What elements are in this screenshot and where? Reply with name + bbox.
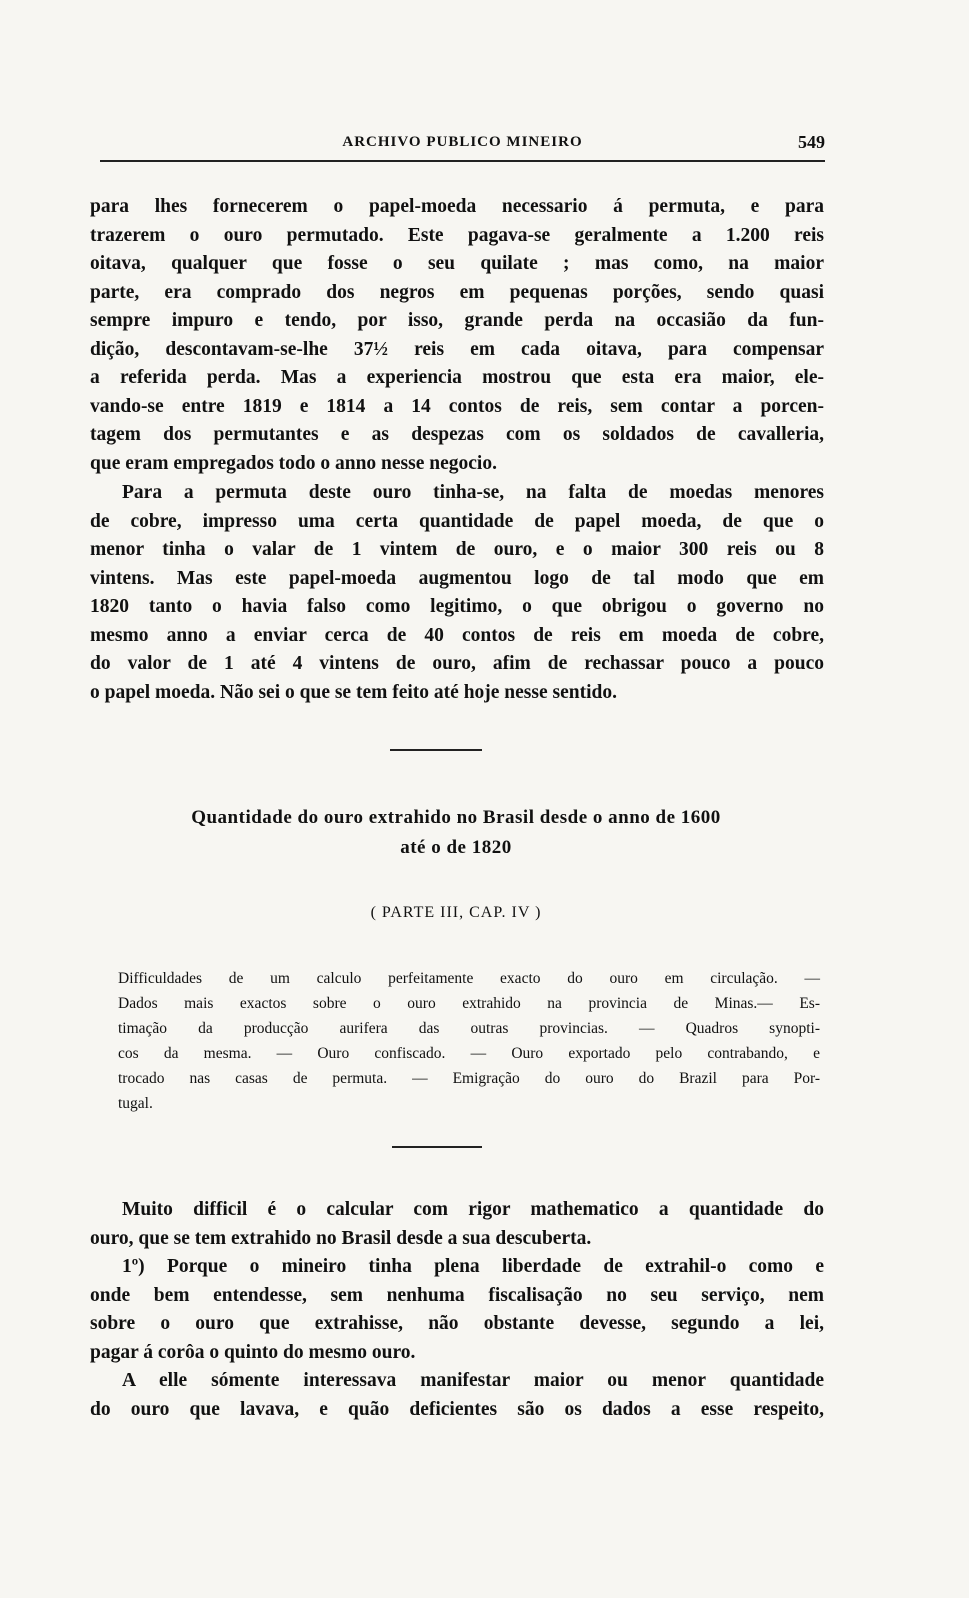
text-line: a referida perda. Mas a experiencia mostrou que esta era maior, ele- — [90, 367, 824, 388]
page-number: 549 — [798, 132, 825, 152]
header-rule — [100, 160, 825, 162]
summary-line: timação da producção aurifera das outras provincias. — Quadros synopti- — [118, 1020, 820, 1037]
text-line: vintens. Mas este papel-moeda augmentou logo de tal modo que em — [90, 567, 824, 589]
text-line: dição, descontavam-se-lhe 37½ reis em cada oitava, para compensar — [90, 338, 824, 360]
text-line: menor tinha o valar de 1 vintem de ouro, e o maior 300 reis ou 8 — [90, 539, 824, 560]
text-line: sempre impuro e tendo, por isso, grande perda na occasião da fun- — [90, 310, 824, 331]
summary-line: cos da mesma. — Ouro confiscado. — Ouro exportado pelo contrabando, e — [118, 1045, 820, 1062]
text-line: 1º) Porque o mineiro tinha plena liberdade de extrahil-o como e — [122, 1256, 824, 1277]
text-line: oitava, qualquer que fosse o seu quilate ; mas como, na maior — [90, 253, 824, 274]
summary-line: Dados mais exactos sobre o ouro extrahido na provincia de Minas.— Es- — [118, 995, 820, 1012]
text-line: 1820 tanto o havia falso como legitimo, o que obrigou o governo no — [90, 596, 824, 617]
chapter-reference: ( PARTE III, CAP. IV ) — [370, 904, 542, 921]
text-line: o papel moeda. Não sei o que se tem feito até hoje nesse sentido. — [90, 681, 617, 703]
summary-line: trocado nas casas de permuta. — Emigração do ouro do Brazil para Por- — [118, 1070, 820, 1087]
section-divider — [390, 749, 482, 751]
section-divider — [392, 1146, 482, 1148]
text-line: mesmo anno a enviar cerca de 40 contos de reis em moeda de cobre, — [90, 624, 824, 646]
text-line: do ouro que lavava, e quão deficientes são os dados a esse respeito, — [90, 1398, 824, 1420]
text-line: que eram empregados todo o anno nesse negocio. — [90, 452, 497, 474]
paragraph-1 — [90, 193, 824, 478]
running-header — [100, 134, 825, 160]
text-line: pagar á corôa o quinto do mesmo ouro. — [90, 1341, 416, 1363]
text-line: trazerem o ouro permutado. Este pagava-se geralmente a 1.200 reis — [90, 224, 824, 246]
text-line: parte, era comprado dos negros em pequenas porções, sendo quasi — [90, 281, 824, 303]
paragraph-2 — [90, 479, 824, 707]
text-line: tagem dos permutantes e as despezas com os soldados de cavalleria, — [90, 424, 824, 445]
text-line: do valor de 1 até 4 vintens de ouro, afim de rechassar pouco a pouco — [90, 653, 824, 674]
chapter-summary — [118, 966, 820, 1116]
header-title: ARCHIVO PUBLICO MINEIRO — [342, 134, 583, 150]
text-line: Muito difficil é o calcular com rigor mathematico a quantidade do — [122, 1199, 824, 1220]
text-line: ouro, que se tem extrahido no Brasil desde a sua descuberta. — [90, 1227, 592, 1249]
chapter-title — [90, 803, 822, 863]
text-line: sobre o ouro que extrahisse, não obstante devesse, segundo a lei, — [90, 1313, 824, 1334]
chapter-title-line: Quantidade do ouro extrahido no Brasil desde o anno de 1600 — [191, 807, 721, 828]
summary-line: Difficuldades de um calculo perfeitamente exacto do ouro em circulação. — — [118, 970, 820, 987]
summary-line: tugal. — [118, 1095, 153, 1112]
text-line: onde bem entendesse, sem nenhuma fiscalisação no seu serviço, nem — [90, 1284, 824, 1306]
text-line: Para a permuta deste ouro tinha-se, na falta de moedas menores — [122, 482, 824, 503]
paragraph-3 — [90, 1196, 824, 1424]
text-line: A elle sómente interessava manifestar maior ou menor quantidade — [122, 1370, 824, 1391]
chapter-title-line: até o de 1820 — [400, 837, 512, 858]
text-line: de cobre, impresso uma certa quantidade de papel moeda, de que o — [90, 510, 824, 532]
text-line: para lhes fornecerem o papel-moeda necessario á permuta, e para — [90, 196, 824, 217]
text-line: vando-se entre 1819 e 1814 a 14 contos de reis, sem contar a porcen- — [90, 395, 824, 417]
